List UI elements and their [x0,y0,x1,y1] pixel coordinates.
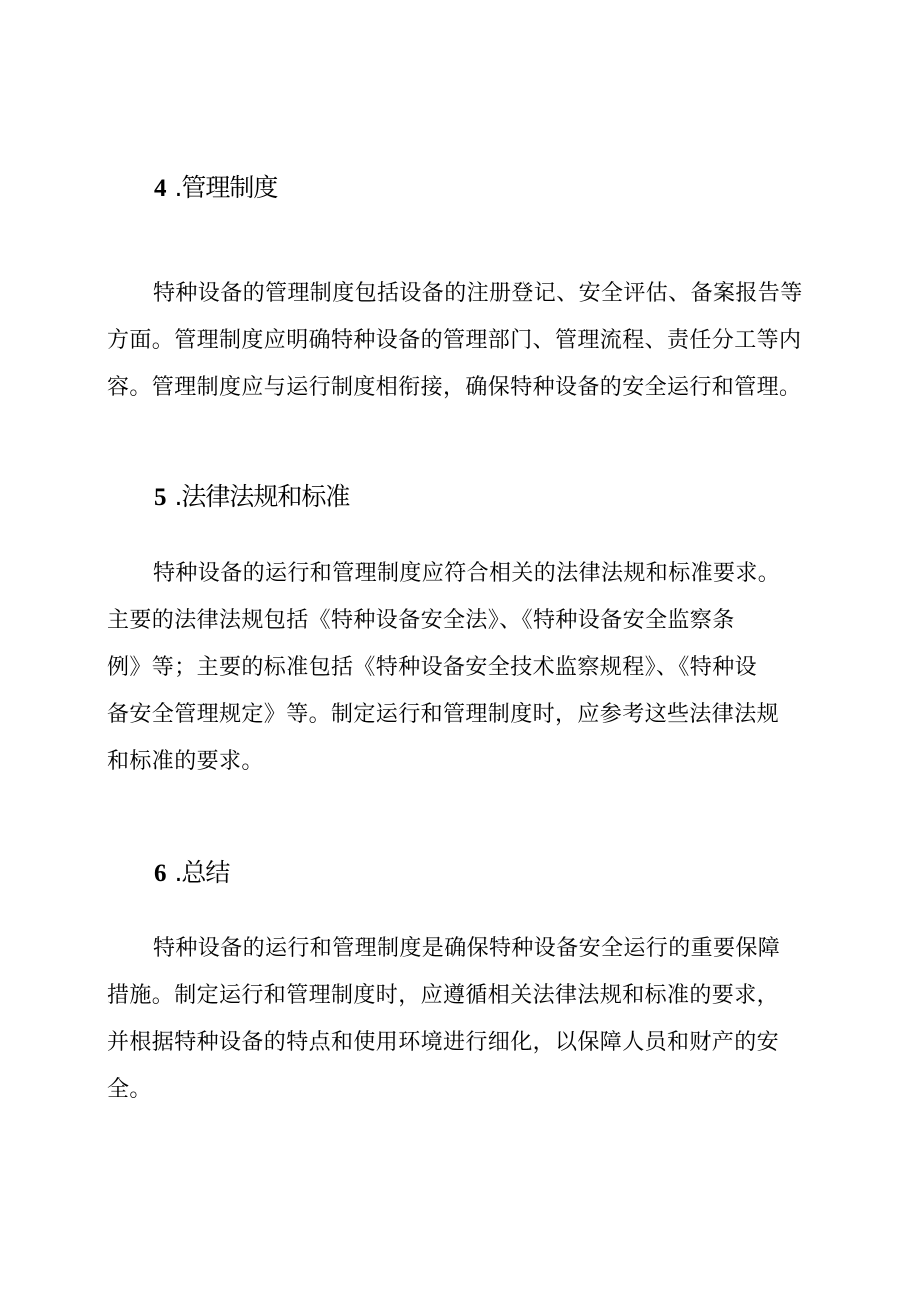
section-title: .总结 [174,858,230,887]
paragraph-line: 特种设备的运行和管理制度应符合相关的法律法规和标准要求。 [153,561,781,586]
section-4-heading [154,172,277,205]
paragraph-line: 特种设备的管理制度包括设备的注册登记、安全评估、备案报告等 [153,281,803,306]
section-4-paragraph [107,270,827,411]
paragraph-line: 和标准的要求。 [107,749,264,774]
section-title: .管理制度 [174,173,278,202]
paragraph-line: 主要的法律法规包括《特种设备安全法》、《特种设备安全监察条 [107,608,735,633]
paragraph-line: 方面。管理制度应明确特种设备的管理部门、管理流程、责任分工等内 [107,328,802,353]
section-5-heading [154,481,349,514]
paragraph-line: 容。管理制度应与运行制度相衔接，确保特种设备的安全运行和管理。 [107,375,802,400]
section-6-heading [154,857,229,890]
paragraph-line: 并根据特种设备的特点和使用环境进行细化，以保障人员和财产的安 [107,1030,780,1055]
paragraph-line: 例》等；主要的标准包括《特种设备安全技术监察规程》、《特种设 [107,655,758,680]
paragraph-line: 特种设备的运行和管理制度是确保特种设备安全运行的重要保障 [153,936,781,961]
section-6-paragraph [107,925,827,1113]
section-title: .法律法规和标准 [174,482,350,511]
paragraph-line: 全。 [107,1077,152,1102]
section-number: 6 [154,860,167,887]
section-5-paragraph [107,550,827,785]
paragraph-line: 备安全管理规定》等。制定运行和管理制度时，应参考这些法律法规 [107,702,780,727]
section-number: 4 [154,175,167,202]
section-number: 5 [154,484,167,511]
paragraph-line: 措施。制定运行和管理制度时，应遵循相关法律法规和标准的要求， [107,983,780,1008]
